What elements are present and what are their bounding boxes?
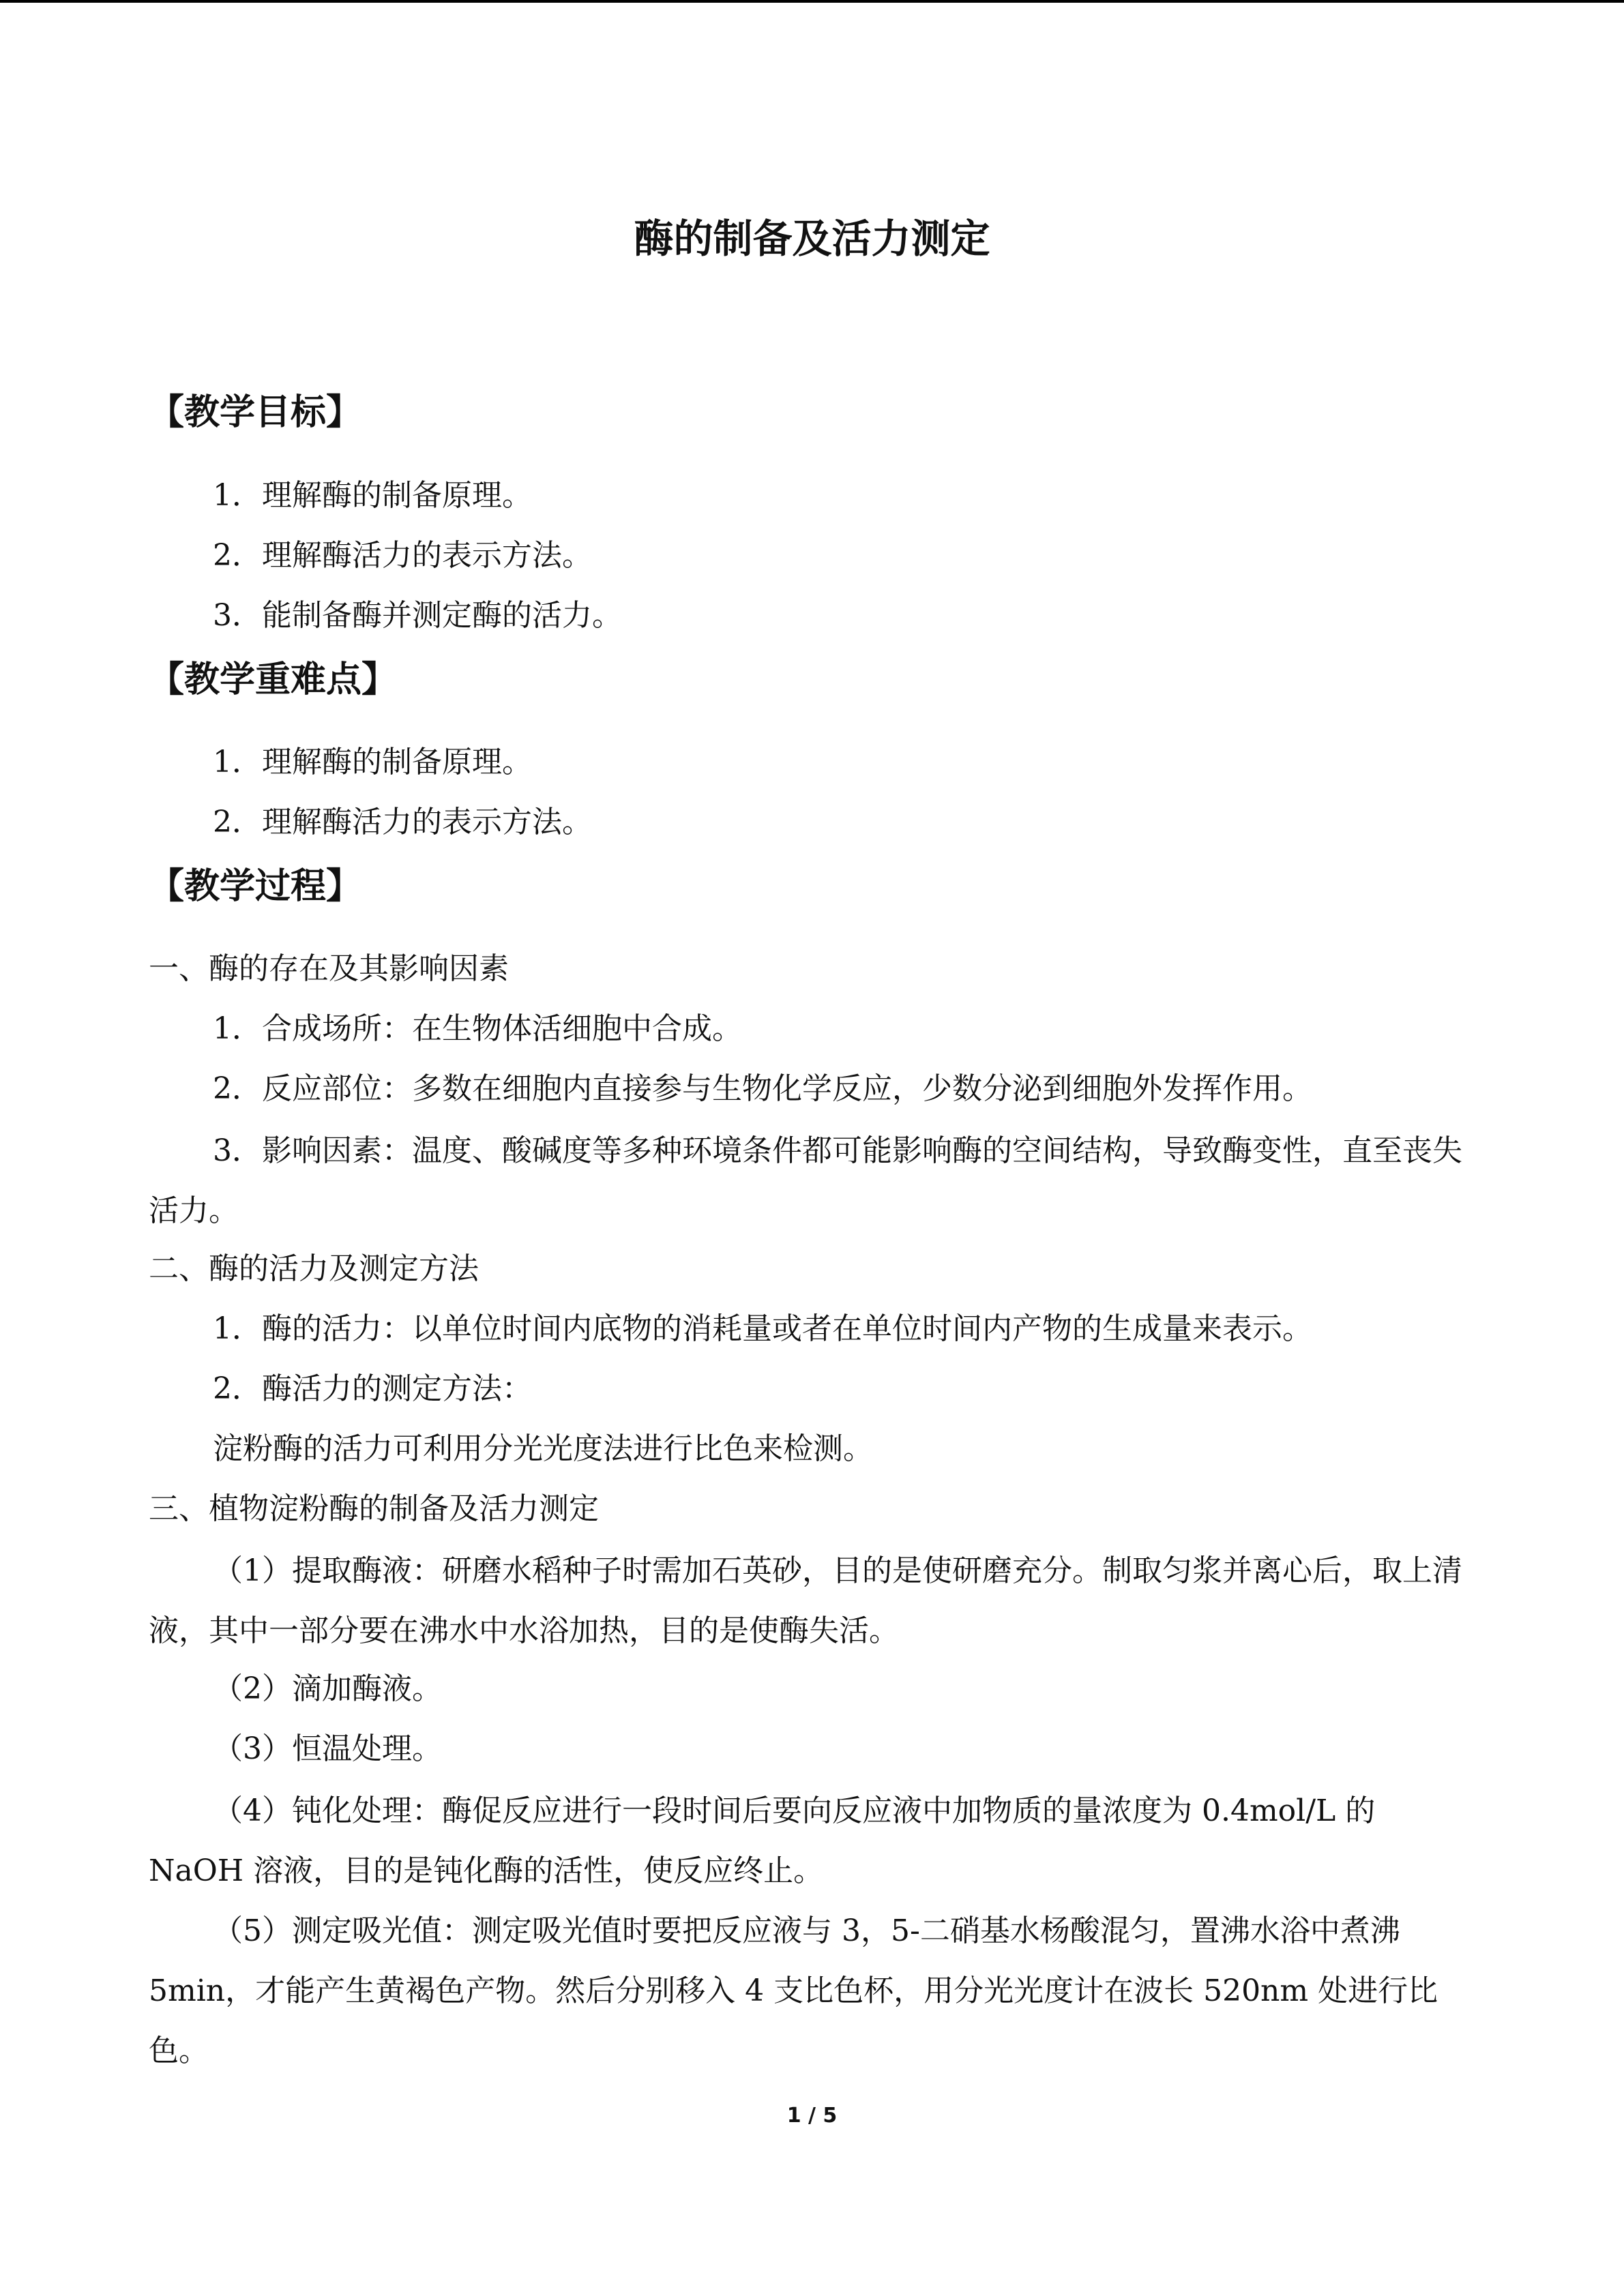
- section-heading-goals: 【教学目标】: [149, 392, 362, 433]
- page-number: 1 / 5: [786, 2104, 838, 2128]
- step-item: （5）测定吸光值：测定吸光值时要把反应液与 3，5-二硝基水杨酸混匀，置沸水浴中煮沸 5min，才能产生黄褐色产物。然后分别移入 4 支比色杯，用分光光度计在波长 520nm 处进行比色。: [149, 1913, 1438, 2068]
- part-title: 三、植物淀粉酶的制备及活力测定: [149, 1491, 599, 1526]
- key-point-item: 1．理解酶的制备原理。: [213, 745, 532, 779]
- part-title: 一、酶的存在及其影响因素: [149, 951, 509, 986]
- goal-item: 2．理解酶活力的表示方法。: [213, 538, 592, 573]
- list-item: 3．影响因素：温度、酸碱度等多种环境条件都可能影响酶的空间结构，导致酶变性，直至丧失活力。: [149, 1133, 1462, 1228]
- list-item: 1．酶的活力：以单位时间内底物的消耗量或者在单位时间内产物的生成量来表示。: [213, 1311, 1312, 1346]
- key-point-item: 2．理解酶活力的表示方法。: [213, 805, 592, 839]
- step-item: （2）滴加酶液。: [213, 1671, 442, 1706]
- section-heading-key-points: 【教学重难点】: [149, 659, 398, 700]
- step-item: （4）钝化处理：酶促反应进行一段时间后要向反应液中加物质的量浓度为 0.4mol/L 的 NaOH 溶液，目的是钝化酶的活性，使反应终止。: [149, 1793, 1376, 1888]
- list-item: 2．酶活力的测定方法：: [213, 1371, 532, 1406]
- document-title: 酶的制备及活力测定: [634, 215, 990, 262]
- list-item: 2．反应部位：多数在细胞内直接参与生物化学反应，少数分泌到细胞外发挥作用。: [213, 1071, 1312, 1106]
- list-item: 淀粉酶的活力可利用分光光度法进行比色来检测。: [213, 1431, 873, 1466]
- top-border-line: [0, 0, 1624, 3]
- section-heading-process: 【教学过程】: [149, 866, 362, 907]
- step-item: （3）恒温处理。: [213, 1731, 442, 1766]
- goal-item: 3．能制备酶并测定酶的活力。: [213, 598, 622, 633]
- step-item: （1）提取酶液：研磨水稻种子时需加石英砂，目的是使研磨充分。制取匀浆并离心后，取上清液，其中一部分要在沸水中水浴加热，目的是使酶失活。: [149, 1553, 1462, 1648]
- goal-item: 1．理解酶的制备原理。: [213, 478, 532, 513]
- list-item: 1．合成场所：在生物体活细胞中合成。: [213, 1011, 742, 1046]
- part-title: 二、酶的活力及测定方法: [149, 1251, 479, 1286]
